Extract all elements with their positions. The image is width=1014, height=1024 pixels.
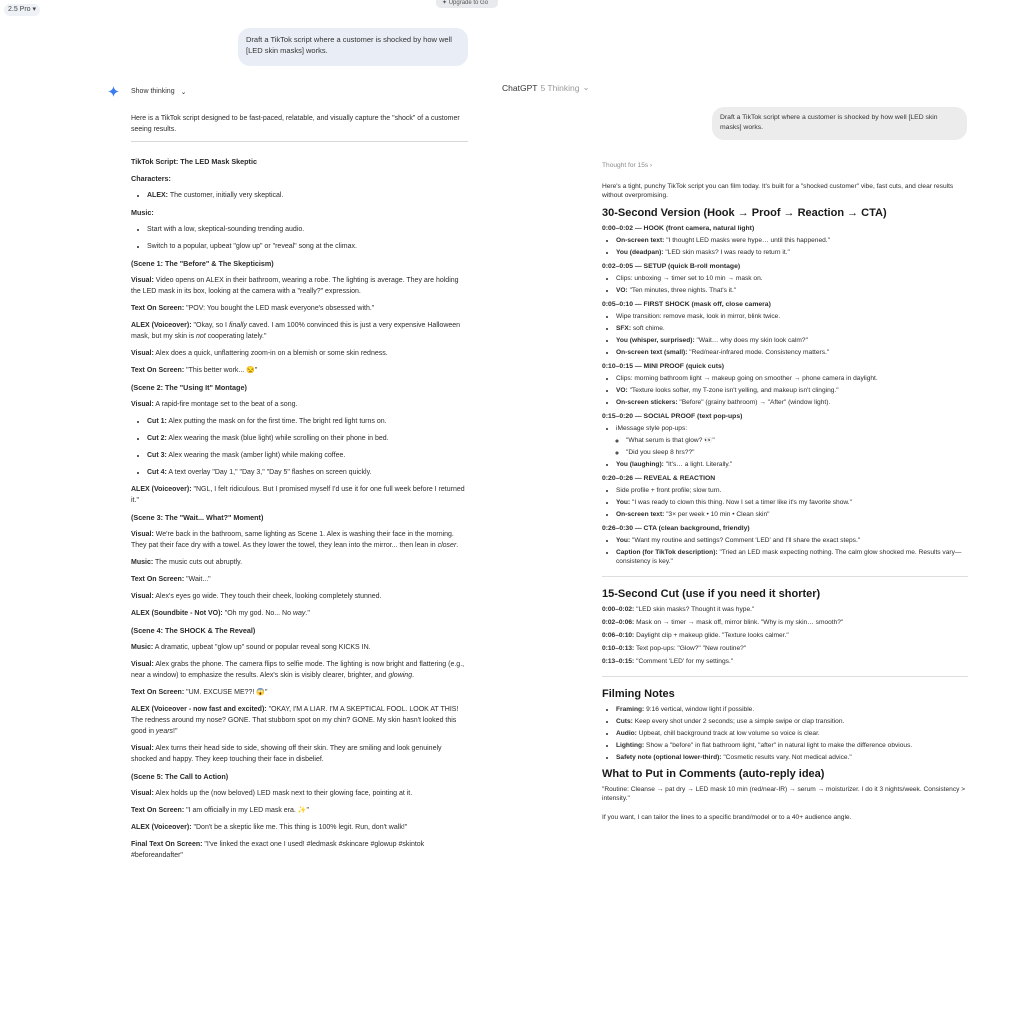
section-title-30s: 30-Second Version (Hook → Proof → Reaction → CTA) (602, 207, 887, 219)
paragraph: Visual: Alex holds up the (now beloved) LED mask next to their glowing face, pointing at it. (131, 790, 413, 797)
cut-line: 0:00–0:02: "LED skin masks? Thought it was hype." (602, 606, 755, 613)
response-intro: Here's a tight, punchy TikTok script you can film today. It's built for a "shocked customer" vibe, fast cuts, and clear results without overpromising. (602, 183, 954, 199)
closing-text: If you want, I can tailor the lines to a specific brand/model or to a 40+ audience angle. (602, 814, 852, 821)
list-item: • On-screen text: "3× per week • 10 min • Clean skin" (616, 510, 968, 519)
gemini-panel (0, 0, 500, 1024)
paragraph: ALEX (Voiceover): "NGL, I felt ridiculous. But I promised myself I'd use it for one full week before I returned it." (131, 486, 465, 504)
cut-line: 0:06–0:10: Daylight clip + makeup glide. "Texture looks calmer." (602, 632, 789, 639)
scene-3-heading: (Scene 3: The "Wait... What?" Moment) (131, 513, 264, 522)
beat-heading: 0:05–0:10 — FIRST SHOCK (mask off, close camera) (602, 301, 771, 308)
list-item: • You (laughing): "It's… a light. Literally." (616, 460, 968, 469)
scene-1-heading: (Scene 1: The "Before" & The Skepticism) (131, 259, 274, 268)
list-item: • VO: "Texture looks softer, my T-zone isn't yelling, and makeup isn't clinging." (616, 386, 968, 395)
comment-text: "Routine: Cleanse → pat dry → LED mask 10 min (red/near-IR) → serum → moisturizer. I do it 3 nights/week. Consistency > intensity." (602, 786, 966, 802)
list-item: • You (whisper, surprised): "Wait… why does my skin look calm?" (616, 336, 968, 345)
show-thinking-label: Show thinking (131, 88, 175, 95)
gemini-sparkle-icon (108, 86, 119, 97)
beat-heading: 0:02–0:05 — SETUP (quick B-roll montage) (602, 263, 741, 270)
divider (131, 141, 468, 142)
list-item: ◦ "Did you sleep 8 hrs??" (626, 448, 968, 457)
paragraph: Text On Screen: "POV: You bought the LED mask everyone's obsessed with." (131, 305, 375, 312)
paragraph: ALEX (Voiceover - now fast and excited): "OKAY, I'M A LIAR. I'M A SKEPTICAL FOOL. LOOK AT THIS! The redness around my nose? GONE. That stubborn spot on my chin? GONE. My skin hasn't looked this good in years!" (131, 706, 459, 735)
beat-heading: 0:15–0:20 — SOCIAL PROOF (text pop-ups) (602, 413, 743, 420)
paragraph: ALEX (Soundbite - Not VO): "Oh my god. No... No way." (131, 610, 310, 617)
paragraph: Text On Screen: "I am officially in my LED mask era. ✨" (131, 807, 309, 814)
list-item: • Cut 3: Alex wearing the mask (amber light) while making coffee. (147, 450, 468, 461)
list-item: • SFX: soft chime. (616, 324, 968, 333)
list-item: • On-screen stickers: "Before" (grainy bathroom) → "After" (window light). (616, 398, 968, 407)
filming-notes-list (602, 705, 968, 762)
beat-heading: 0:26–0:30 — CTA (clean background, friendly) (602, 525, 750, 532)
chevron-down-icon: ⌄ (180, 88, 187, 96)
list-item: • Wipe transition: remove mask, look in mirror, blink twice. (616, 312, 968, 321)
beat-list (602, 374, 968, 407)
cut15-list (602, 605, 968, 666)
sub-list (616, 436, 968, 457)
list-item: • Caption (for TikTok description): "Tried an LED mask expecting nothing. The calm glow shocked me. Results vary—consistency is key." (616, 548, 968, 566)
list-item: • Clips: morning bathroom light → makeup going on smoother → phone camera in daylight. (616, 374, 968, 383)
cut-line: 0:10–0:13: Text pop-ups: "Glow?" "New routine?" (602, 645, 747, 652)
paragraph: Text On Screen: "This better work... 😒" (131, 367, 258, 374)
characters-heading: Characters: (131, 174, 171, 183)
paragraph: Text On Screen: "UM. EXCUSE ME??! 😱" (131, 689, 268, 696)
section-title-notes: Filming Notes (602, 688, 675, 700)
paragraph: Visual: A rapid-fire montage set to the beat of a song. (131, 401, 298, 408)
list-item: • Switch to a popular, upbeat "glow up" or "reveal" song at the climax. (147, 241, 468, 252)
list-item: • Safety note (optional lower-third): "Cosmetic results vary. Not medical advice." (616, 753, 968, 762)
list-item: • Cuts: Keep every shot under 2 seconds; use a simple swipe or clap transition. (616, 717, 968, 726)
beat-list (602, 536, 968, 566)
list-item: • Clips: unboxing → timer set to 10 min → mask on. (616, 274, 968, 283)
beat-heading: 0:20–0:26 — REVEAL & REACTION (602, 475, 716, 482)
list-item: • Cut 2: Alex wearing the mask (blue light) while scrolling on their phone in bed. (147, 433, 468, 444)
cut-line: 0:13–0:15: "Comment 'LED' for my settings." (602, 658, 734, 665)
beat-list (602, 424, 968, 469)
music-heading: Music: (131, 208, 154, 217)
list-item: • Lighting: Show a "before" in flat bathroom light, "after" in natural light to make the difference obvious. (616, 741, 968, 750)
list-item: • On-screen text (small): "Red/near-infrared mode. Consistency matters." (616, 348, 968, 357)
beat-list (602, 486, 968, 519)
list-item: • You: "I was ready to clown this thing. Now I set a timer like it's my favorite show." (616, 498, 968, 507)
model-switcher[interactable] (502, 82, 590, 93)
paragraph: Visual: Alex's eyes go wide. They touch their cheek, looking completely stunned. (131, 593, 382, 600)
paragraph: Visual: Alex turns their head side to side, showing off their skin. They are smiling and look genuinely shocked and happy. They keep touching their face in disbelief. (131, 745, 442, 763)
beats-container (602, 224, 968, 566)
list-item: • Framing: 9:16 vertical, window light if possible. (616, 705, 968, 714)
paragraph: Music: A dramatic, upbeat "glow up" sound or popular reveal song KICKS IN. (131, 644, 371, 651)
section-title-comments: What to Put in Comments (auto-reply idea) (602, 768, 825, 780)
paragraph: Music: The music cuts out abruptly. (131, 559, 243, 566)
chevron-right-icon: › (650, 163, 653, 169)
cuts-list (131, 416, 468, 478)
user-prompt-bubble: Draft a TikTok script where a customer is shocked by how well [LED skin masks] works. (238, 28, 468, 66)
list-item: • ALEX: The customer, initially very skeptical. (147, 190, 468, 201)
divider (602, 676, 968, 677)
list-item: • You (deadpan): "LED skin masks? I was ready to return it." (616, 248, 968, 257)
user-prompt-bubble: Draft a TikTok script where a customer is shocked by how well [LED skin masks] works. (712, 107, 967, 140)
list-item: • Audio: Upbeat, chill background track at low volume so voice is clear. (616, 729, 968, 738)
paragraph: Visual: We're back in the bathroom, same lighting as Scene 1. Alex is washing their face in the morning. They pat their face dry with a towel. As they lower the towel, they lean into the mirror... then lean in closer. (131, 531, 459, 549)
model-selector[interactable]: 2.5 Pro ▾ (4, 4, 40, 16)
chatgpt-response (602, 161, 968, 828)
beat-list (602, 312, 968, 357)
characters-list (131, 190, 468, 201)
gemini-response (131, 113, 468, 867)
scene-5-heading: (Scene 5: The Call to Action) (131, 772, 229, 781)
response-intro: Here is a TikTok script designed to be fast-paced, relatable, and visually capture the "shock" of a customer seeing results. (131, 115, 460, 133)
paragraph: Text On Screen: "Wait..." (131, 576, 211, 583)
list-item: • VO: "Ten minutes, three nights. That's it." (616, 286, 968, 295)
list-item: • Cut 4: A text overlay "Day 1," "Day 3," "Day 5" flashes on screen quickly. (147, 467, 468, 478)
upgrade-button[interactable]: ✦ Upgrade to Go (436, 0, 498, 8)
list-item: • Start with a low, skeptical-sounding trending audio. (147, 224, 468, 235)
beat-list (602, 236, 968, 257)
paragraph: ALEX (Voiceover): "Don't be a skeptic like me. This thing is 100% legit. Run, don't walk!" (131, 824, 408, 831)
paragraph: Visual: Video opens on ALEX in their bathroom, wearing a robe. The lighting is average. They are holding the LED mask in its box, looking at the camera with a "really?" expression. (131, 277, 459, 295)
beat-heading: 0:10–0:15 — MINI PROOF (quick cuts) (602, 363, 724, 370)
show-thinking-toggle[interactable] (108, 86, 186, 97)
thought-toggle[interactable]: Thought for 15s › (602, 162, 653, 169)
cut-line: 0:02–0:06: Mask on → timer → mask off, mirror blink. "Why is my skin… smooth?" (602, 619, 844, 626)
beat-heading: 0:00–0:02 — HOOK (front camera, natural light) (602, 225, 755, 232)
section-title-15s: 15-Second Cut (use if you need it shorter) (602, 588, 821, 600)
list-item: • Cut 1: Alex putting the mask on for the first time. The bright red light turns on. (147, 416, 468, 427)
model-name: ChatGPT (502, 82, 538, 93)
list-item: • iMessage style pop-ups: ◦ "What serum is that glow? 👀" ◦ "Did you sleep 8 hrs??" (616, 424, 968, 457)
paragraph: Visual: Alex grabs the phone. The camera flips to selfie mode. The lighting is now bright and flattering (e.g., near a window) to emphasize the results. Alex's skin is visibly clearer, brighter, and glowing. (131, 661, 465, 679)
music-list (131, 224, 468, 252)
chevron-down-icon: ⌄ (582, 82, 590, 92)
list-item: • Side profile + front profile; slow turn. (616, 486, 968, 495)
list-item: • You: "Want my routine and settings? Comment 'LED' and I'll share the exact steps." (616, 536, 968, 545)
list-item: ◦ "What serum is that glow? 👀" (626, 436, 968, 445)
scene-4-heading: (Scene 4: The SHOCK & The Reveal) (131, 626, 256, 635)
divider (602, 576, 968, 577)
chatgpt-panel (500, 0, 1014, 1024)
paragraph: Visual: Alex does a quick, unflattering zoom-in on a blemish or some skin redness. (131, 350, 388, 357)
script-title: TikTok Script: The LED Mask Skeptic (131, 157, 257, 166)
paragraph: ALEX (Voiceover): "Okay, so I finally caved. I am 100% convinced this is just a very expensive Halloween mask, but my skin is not cooperating lately." (131, 322, 461, 340)
list-item: • On-screen text: "I thought LED masks were hype… until this happened." (616, 236, 968, 245)
scene-2-heading: (Scene 2: The "Using It" Montage) (131, 383, 247, 392)
paragraph: Final Text On Screen: "I've linked the exact one I used! #ledmask #skincare #glowup #skintok #beforeandafter" (131, 841, 425, 859)
model-variant: 5 Thinking (540, 82, 580, 93)
beat-list (602, 274, 968, 295)
